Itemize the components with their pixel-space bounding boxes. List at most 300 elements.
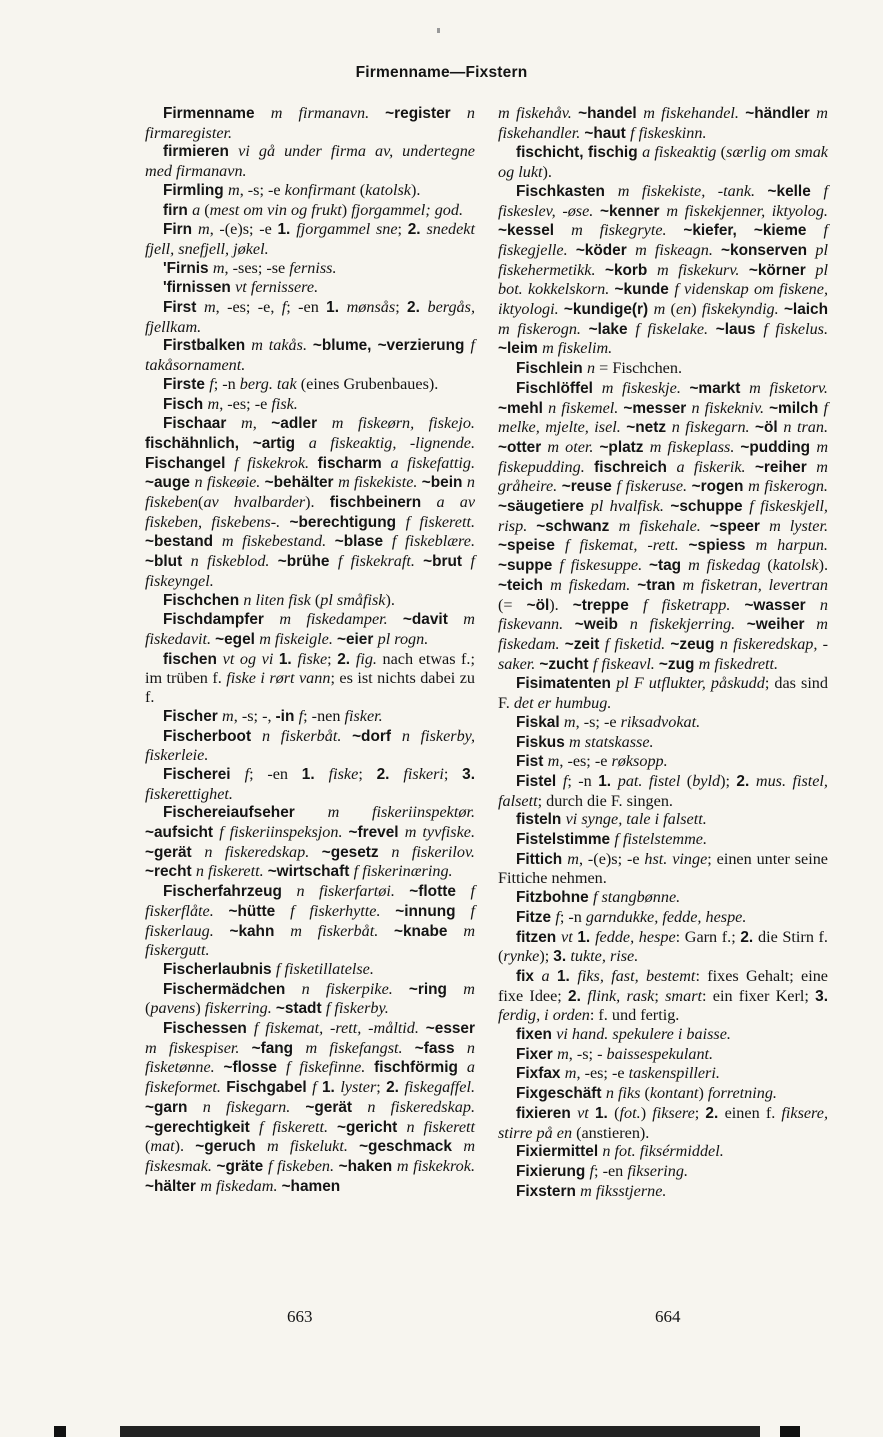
left-column bbox=[145, 104, 475, 1196]
translation: mest om vin og frukt bbox=[209, 200, 342, 219]
translation: m fiskekiste. bbox=[338, 473, 422, 492]
grammar-text: : fixes Gehalt; eine fixe Idee; bbox=[498, 966, 828, 1005]
translation: a fiskerik. bbox=[676, 457, 755, 476]
translation: fisk. bbox=[271, 394, 298, 413]
translation: f fiskeyngel. bbox=[145, 552, 476, 590]
dictionary-entry bbox=[498, 772, 828, 810]
translation: fiskegaffel. bbox=[404, 1078, 475, 1097]
grammar-text: , -es; -e, bbox=[215, 298, 282, 317]
headword: Fixstern bbox=[516, 1182, 581, 1200]
headword: Fischereiaufseher bbox=[163, 804, 328, 822]
headword: ~zucht bbox=[539, 655, 593, 673]
headword: 2. bbox=[736, 772, 756, 790]
translation: m oter. bbox=[547, 437, 600, 456]
dictionary-entry bbox=[498, 1162, 828, 1182]
translation: m fiskerogn. bbox=[498, 319, 589, 338]
dictionary-entry bbox=[145, 395, 475, 415]
translation: a fiskeaktig, -lignende. bbox=[308, 433, 475, 452]
translation: a fiskefattig. bbox=[390, 453, 476, 472]
headword: fitzen bbox=[516, 928, 562, 946]
headword: Fischaar bbox=[163, 415, 242, 433]
grammar-text: ) bbox=[195, 999, 205, 1018]
translation: forretning. bbox=[707, 1084, 777, 1103]
dictionary-entry bbox=[498, 379, 828, 675]
translation: f fisketid. bbox=[604, 634, 671, 653]
dictionary-entry bbox=[145, 104, 475, 142]
translation: m fiskedamper. bbox=[279, 610, 403, 629]
page-number-left: 663 bbox=[287, 1307, 313, 1326]
translation: m bbox=[463, 979, 475, 998]
dictionary-entry bbox=[145, 259, 475, 279]
translation: f fiskelake. bbox=[635, 319, 716, 338]
translation: f bbox=[312, 1078, 322, 1097]
headword: Fixierung bbox=[516, 1162, 590, 1180]
translation: n fiskegarn. bbox=[671, 418, 756, 437]
headword: ~davit bbox=[402, 611, 464, 629]
translation: lyster bbox=[340, 1078, 377, 1097]
headword: ~rogen bbox=[691, 478, 749, 496]
headword: ~kenner bbox=[600, 202, 667, 220]
translation: n fiskerfartøi. bbox=[296, 882, 410, 901]
translation: f fiskeskinn. bbox=[630, 123, 707, 142]
grammar-text: , -es; -e bbox=[219, 394, 272, 413]
translation: m bbox=[557, 1044, 569, 1063]
translation: n fiskerpike. bbox=[301, 979, 409, 998]
translation: n fot. fiksérmiddel. bbox=[602, 1142, 724, 1161]
headword: Fittich bbox=[516, 850, 568, 868]
dictionary-entry bbox=[498, 967, 828, 1025]
right-column bbox=[498, 104, 828, 1201]
translation: fisker. bbox=[344, 706, 383, 725]
headword: Fischerfahrzeug bbox=[163, 883, 297, 901]
headword: 2. bbox=[407, 299, 428, 317]
translation: f fiskemat, -rett. bbox=[565, 536, 689, 555]
headword: ~weib bbox=[574, 616, 630, 634]
grammar-text: , -es; -e bbox=[559, 752, 612, 771]
translation: katolsk bbox=[772, 556, 819, 575]
page-number-right: 664 bbox=[655, 1307, 681, 1326]
headword: ~kahn bbox=[229, 922, 291, 940]
headword: 3. bbox=[462, 765, 475, 783]
translation: f bbox=[298, 706, 304, 725]
translation: a fiskeformet. bbox=[145, 1058, 475, 1097]
dictionary-entry bbox=[498, 1025, 828, 1045]
headword: ~wasser bbox=[744, 596, 820, 614]
translation: n fiskerett. bbox=[195, 862, 268, 881]
translation: f fiskerby. bbox=[325, 999, 389, 1018]
translation: fiskeri bbox=[403, 764, 444, 783]
dictionary-entry bbox=[145, 142, 475, 180]
translation: m fiskebestand. bbox=[221, 532, 335, 551]
translation: m fiskeplass. bbox=[649, 437, 741, 456]
translation: f fiskeblære. bbox=[391, 532, 475, 551]
grammar-text: , -s; -, bbox=[233, 706, 276, 725]
headword: ~körner bbox=[748, 261, 816, 279]
translation: pl hvalfisk. bbox=[590, 497, 671, 516]
headword: ~lake bbox=[588, 320, 636, 338]
translation: n fiks bbox=[605, 1084, 645, 1103]
translation: pat. fistel bbox=[617, 771, 687, 790]
dictionary-entry bbox=[498, 104, 828, 143]
headword: Fischdampfer bbox=[163, 611, 280, 629]
headword: fix bbox=[516, 967, 542, 985]
translation: kontant bbox=[649, 1084, 699, 1103]
headword: 1. bbox=[321, 1079, 341, 1097]
translation: f bbox=[562, 771, 568, 790]
headword: Fisch bbox=[163, 395, 208, 413]
translation: vi gå under firma av, undertegne med firmanavn. bbox=[145, 142, 475, 181]
headword: ~tran bbox=[637, 576, 683, 594]
translation: f fiskelus. bbox=[763, 319, 829, 338]
translation: m fiskelukt. bbox=[267, 1137, 360, 1156]
grammar-text: ). bbox=[542, 163, 552, 182]
translation: f melke, mjelte, isel. bbox=[498, 398, 828, 437]
translation: f fistelstemme. bbox=[614, 830, 707, 849]
translation: m fiskekurv. bbox=[656, 260, 749, 279]
headword: ~dorf bbox=[352, 727, 402, 745]
headword: 1. bbox=[326, 299, 347, 317]
headword: firn bbox=[163, 201, 193, 219]
translation: m bbox=[197, 220, 210, 239]
translation: m fiskeagn. bbox=[635, 240, 722, 259]
translation: f fiskegjelle. bbox=[498, 221, 828, 259]
headword: ~bein bbox=[421, 474, 467, 492]
translation: røksopp. bbox=[611, 752, 668, 771]
translation: a fiskeaktig bbox=[642, 143, 721, 162]
headword: Fitze bbox=[516, 908, 556, 926]
print-mark bbox=[437, 28, 440, 33]
translation: mønsås bbox=[346, 298, 396, 317]
dictionary-entry bbox=[145, 278, 475, 298]
translation: f fiskeriinspeksjon. bbox=[219, 823, 349, 842]
grammar-text: nach etwas f.; im trüben f. bbox=[145, 649, 475, 688]
grammar-text: ; bbox=[654, 986, 666, 1005]
translation: vi synge, tale i falsett. bbox=[565, 810, 707, 829]
grammar-text: ). bbox=[549, 595, 573, 614]
translation: m fisketran, levertran bbox=[682, 575, 829, 594]
grammar-text: , -s; -e bbox=[239, 180, 285, 199]
translation: m bbox=[241, 414, 253, 433]
translation: m fiskedam. bbox=[550, 575, 638, 594]
translation: f fiskeslev, -øse. bbox=[498, 181, 828, 220]
translation: n fiskegarn. bbox=[202, 1097, 306, 1116]
grammar-text: ; -en bbox=[594, 1161, 628, 1180]
headword: Fistel bbox=[516, 772, 563, 790]
headword: 3. bbox=[815, 987, 828, 1005]
translation: fot. bbox=[619, 1103, 641, 1122]
grammar-text: ; -n bbox=[567, 771, 599, 790]
translation: fiks, fast, bestemt bbox=[577, 966, 696, 985]
headword: ~otter bbox=[498, 438, 548, 456]
headword: -in bbox=[275, 707, 299, 725]
translation: pavens bbox=[150, 999, 196, 1018]
translation: f fisketillatelse. bbox=[275, 959, 374, 978]
translation: m bbox=[563, 712, 576, 731]
grammar-text: (anstieren). bbox=[576, 1123, 650, 1142]
headword: firmieren bbox=[163, 143, 239, 161]
headword: ~milch bbox=[769, 399, 824, 417]
translation: vt bbox=[577, 1103, 595, 1122]
grammar-text: ). bbox=[174, 1137, 196, 1156]
dictionary-entry bbox=[498, 359, 828, 379]
translation: f fiskefinne. bbox=[285, 1058, 375, 1077]
headword: ~bestand bbox=[145, 533, 222, 551]
headword: 2. bbox=[407, 221, 427, 239]
headword: ~reiher bbox=[754, 458, 817, 476]
headword: Fischlöffel bbox=[516, 379, 602, 397]
headword: ~teich bbox=[498, 576, 551, 594]
translation: n fiskerilov. bbox=[391, 842, 475, 861]
grammar-text: ( bbox=[720, 143, 727, 162]
headword: ~netz bbox=[626, 419, 672, 437]
headword: Fixiermittel bbox=[516, 1143, 603, 1161]
grammar-text: ; durch die F. singen. bbox=[537, 791, 673, 810]
headword: ~suppe bbox=[498, 557, 560, 575]
headword: ~behälter bbox=[264, 474, 339, 492]
translation: fiske i rørt vann bbox=[226, 669, 331, 688]
grammar-text: , bbox=[252, 414, 272, 433]
translation: m fiskedrett. bbox=[698, 654, 779, 673]
translation: fjorgammel sne bbox=[296, 220, 398, 239]
translation: fiske bbox=[328, 764, 359, 783]
translation: m fiskekiste, -tank. bbox=[617, 181, 768, 200]
translation: m fiskergutt. bbox=[145, 921, 476, 960]
headword: ~aufsicht bbox=[145, 824, 220, 842]
grammar-text: ( bbox=[145, 999, 151, 1018]
headword: ~blume, ~verzierung bbox=[312, 337, 471, 355]
grammar-text: ( bbox=[145, 1137, 151, 1156]
translation: fedde, hespe bbox=[595, 927, 676, 946]
dictionary-entry bbox=[145, 181, 475, 201]
translation: mus. fistel, falsett bbox=[498, 771, 828, 810]
headword: ~korb bbox=[604, 261, 657, 279]
headword: Fiskal bbox=[516, 713, 564, 731]
translation: fiske bbox=[297, 649, 328, 668]
headword: Fist bbox=[516, 753, 548, 771]
translation: n fiskeredskap, -saker. bbox=[498, 634, 828, 673]
translation: f fiskerinæring. bbox=[353, 862, 453, 881]
grammar-text: ) bbox=[341, 200, 352, 219]
translation: f bbox=[555, 907, 560, 926]
headword: ~fass bbox=[414, 1039, 467, 1057]
translation: m tyvfiske. bbox=[404, 823, 475, 842]
translation: f fiskerett. bbox=[258, 1117, 337, 1136]
translation: m fiskefangst. bbox=[305, 1038, 415, 1057]
headword: ~hälter bbox=[145, 1177, 201, 1195]
translation: byld bbox=[692, 771, 721, 790]
translation: f fiskesuppe. bbox=[559, 556, 649, 575]
dictionary-entry bbox=[498, 1142, 828, 1162]
translation: pl fiskehermetikk. bbox=[498, 240, 828, 279]
translation: taskenspilleri. bbox=[628, 1064, 720, 1083]
headword: ~brühe bbox=[277, 553, 338, 571]
translation: f fiskerett. bbox=[405, 512, 475, 531]
translation: fiksering. bbox=[627, 1161, 689, 1180]
translation: n fiskerby, fiskerleie. bbox=[145, 726, 475, 765]
translation: fiksere bbox=[652, 1103, 695, 1122]
translation: vi hand. spekulere i baisse. bbox=[556, 1025, 731, 1044]
dictionary-entry bbox=[498, 850, 828, 888]
translation: f fiskeskjell, risp. bbox=[498, 497, 828, 535]
grammar-text: ; -n bbox=[559, 907, 586, 926]
dictionary-entry bbox=[145, 765, 475, 803]
translation: mat bbox=[150, 1137, 175, 1156]
grammar-text: ; es ist nichts dabei zu f. bbox=[145, 669, 475, 707]
translation: rynke bbox=[503, 947, 540, 966]
grammar-text: , -(e)s; -e bbox=[209, 220, 278, 239]
grammar-text: ( bbox=[670, 300, 676, 319]
translation: n fiskekniv. bbox=[691, 398, 770, 417]
grammar-text: ; bbox=[395, 298, 408, 317]
translation: f stangbønne. bbox=[592, 888, 681, 907]
translation: f fiskerlaug. bbox=[145, 901, 476, 940]
headword: Fiskus bbox=[516, 733, 570, 751]
grammar-text: ( bbox=[204, 200, 210, 219]
dictionary-entry bbox=[498, 182, 828, 359]
headword: ~öl bbox=[526, 596, 550, 614]
headword: 1. bbox=[556, 967, 578, 985]
headword: ~markt bbox=[689, 379, 750, 397]
dictionary-entry bbox=[498, 928, 828, 967]
running-head: Firmenname—Fixstern bbox=[355, 64, 528, 81]
translation: f fisketrapp. bbox=[643, 595, 745, 614]
translation: m fiskegryte. bbox=[571, 221, 684, 240]
translation: n fiskemel. bbox=[548, 398, 624, 417]
translation: ferniss. bbox=[289, 258, 337, 277]
translation: ferdig, i orden bbox=[498, 1006, 590, 1025]
dictionary-entry bbox=[145, 980, 475, 1019]
headword: ~register bbox=[385, 105, 467, 122]
grammar-text: ( bbox=[644, 1084, 650, 1103]
dictionary-entry bbox=[145, 375, 475, 395]
dictionary-entry bbox=[498, 888, 828, 908]
translation: n fiskevann. bbox=[498, 595, 828, 634]
translation: m fiskeørn, fiskejo. bbox=[331, 414, 475, 433]
dictionary-entry bbox=[145, 727, 475, 765]
headword: ~schwanz bbox=[536, 517, 619, 535]
translation: vt fernissere. bbox=[235, 278, 319, 297]
translation: f fiskekrok. bbox=[234, 453, 318, 472]
headword: ~blase bbox=[334, 533, 392, 551]
headword: ~platz bbox=[599, 438, 650, 456]
headword: Fischerboot bbox=[163, 727, 262, 745]
translation: det er humbug. bbox=[513, 694, 612, 713]
grammar-text: (eines Grubenbaues). bbox=[300, 374, 439, 393]
translation: fjorgammel; god. bbox=[351, 200, 464, 219]
headword: ~spiess bbox=[688, 537, 756, 555]
translation: m bbox=[207, 394, 220, 413]
translation: f fiskeruse. bbox=[616, 477, 692, 496]
headword: ~zeug bbox=[670, 635, 720, 653]
translation: f fiskerhytte. bbox=[290, 901, 396, 920]
headword: Fischchen bbox=[163, 591, 244, 609]
headword: ~reuse bbox=[561, 478, 617, 496]
dictionary-entry bbox=[145, 201, 475, 221]
headword: fixieren bbox=[516, 1104, 578, 1122]
translation: m fiskedag bbox=[688, 556, 768, 575]
dictionary-entry bbox=[498, 830, 828, 850]
headword: 1. bbox=[577, 928, 596, 946]
translation: m fiskerogn. bbox=[748, 477, 828, 496]
dictionary-entry bbox=[145, 960, 475, 980]
translation: fiskerettighet. bbox=[145, 784, 233, 803]
translation: bergås, fjellkam. bbox=[145, 298, 475, 336]
headword: ~haut bbox=[584, 124, 631, 142]
dictionary-entry bbox=[145, 803, 475, 882]
grammar-text: = Fischchen. bbox=[599, 359, 682, 378]
headword: ~mehl bbox=[498, 399, 549, 417]
translation: m fiskedavit. bbox=[145, 610, 475, 648]
headword: 1. bbox=[278, 650, 298, 668]
translation: katolsk bbox=[365, 180, 411, 199]
translation: n fiskeredskap. bbox=[367, 1097, 475, 1116]
translation: flink, rask bbox=[587, 986, 655, 1005]
translation: m bbox=[567, 849, 579, 868]
dictionary-entry bbox=[498, 1104, 828, 1142]
headword: ~geschmack bbox=[359, 1138, 464, 1156]
headword: 1. bbox=[598, 772, 618, 790]
translation: m bbox=[547, 752, 560, 771]
headword: ~händler bbox=[745, 105, 817, 122]
headword: ~tag bbox=[648, 557, 689, 575]
headword: ~pudding bbox=[740, 438, 817, 456]
translation: f fiskekraft. bbox=[337, 552, 424, 571]
headword: ~flosse bbox=[223, 1059, 286, 1077]
headword: ~kiefer, ~kieme bbox=[683, 222, 824, 240]
grammar-text: ( bbox=[314, 590, 321, 609]
grammar-text: ; einen unter seine Fittiche nehmen. bbox=[498, 849, 828, 888]
headword: 'Firnis bbox=[163, 259, 213, 277]
grammar-text: ; bbox=[443, 764, 463, 783]
translation: m bbox=[212, 258, 225, 277]
headword: Fischlein bbox=[516, 360, 587, 378]
headword: 2. bbox=[376, 765, 404, 783]
grammar-text: (= bbox=[498, 595, 527, 614]
headword: ~gerechtigkeit bbox=[145, 1118, 259, 1136]
grammar-text: , -es; -e bbox=[576, 1064, 629, 1083]
translation: f videnskap om fiskene, iktyologi. bbox=[498, 280, 829, 319]
dictionary-entry bbox=[145, 1019, 475, 1196]
translation: m statskasse. bbox=[569, 732, 654, 751]
headword: ~kelle bbox=[767, 182, 824, 200]
dictionary-entry bbox=[145, 336, 475, 374]
grammar-text: einen f. bbox=[724, 1103, 782, 1122]
grammar-text: ). bbox=[818, 556, 828, 575]
translation: n tran. bbox=[783, 418, 828, 437]
grammar-text: ; bbox=[327, 649, 338, 668]
headword: 1. bbox=[594, 1104, 615, 1122]
headword: ~kessel bbox=[498, 222, 572, 240]
headword: ~adler bbox=[271, 415, 332, 433]
grammar-text: ; bbox=[376, 1078, 387, 1097]
headword: ~ring bbox=[408, 980, 464, 998]
translation: m fiskeriinspektør. bbox=[327, 803, 475, 822]
dictionary-entry bbox=[498, 733, 828, 753]
headword: Fixfax bbox=[516, 1065, 565, 1083]
translation: f fiskeavl. bbox=[592, 654, 659, 673]
translation: n fiskeblod. bbox=[190, 552, 278, 571]
headword: Fischerei bbox=[163, 765, 245, 783]
headword: ~laus bbox=[715, 320, 764, 338]
headword: Firstbalken bbox=[163, 337, 252, 355]
headword: ~säugetiere bbox=[498, 498, 591, 516]
headword: ~flotte bbox=[409, 883, 471, 901]
headword: fischförmig bbox=[374, 1059, 467, 1077]
translation: m fiskedam. bbox=[200, 1176, 282, 1195]
grammar-text: ; das sind F. bbox=[498, 674, 828, 713]
grammar-text: ). bbox=[410, 180, 421, 199]
headword: ~esser bbox=[425, 1020, 475, 1038]
